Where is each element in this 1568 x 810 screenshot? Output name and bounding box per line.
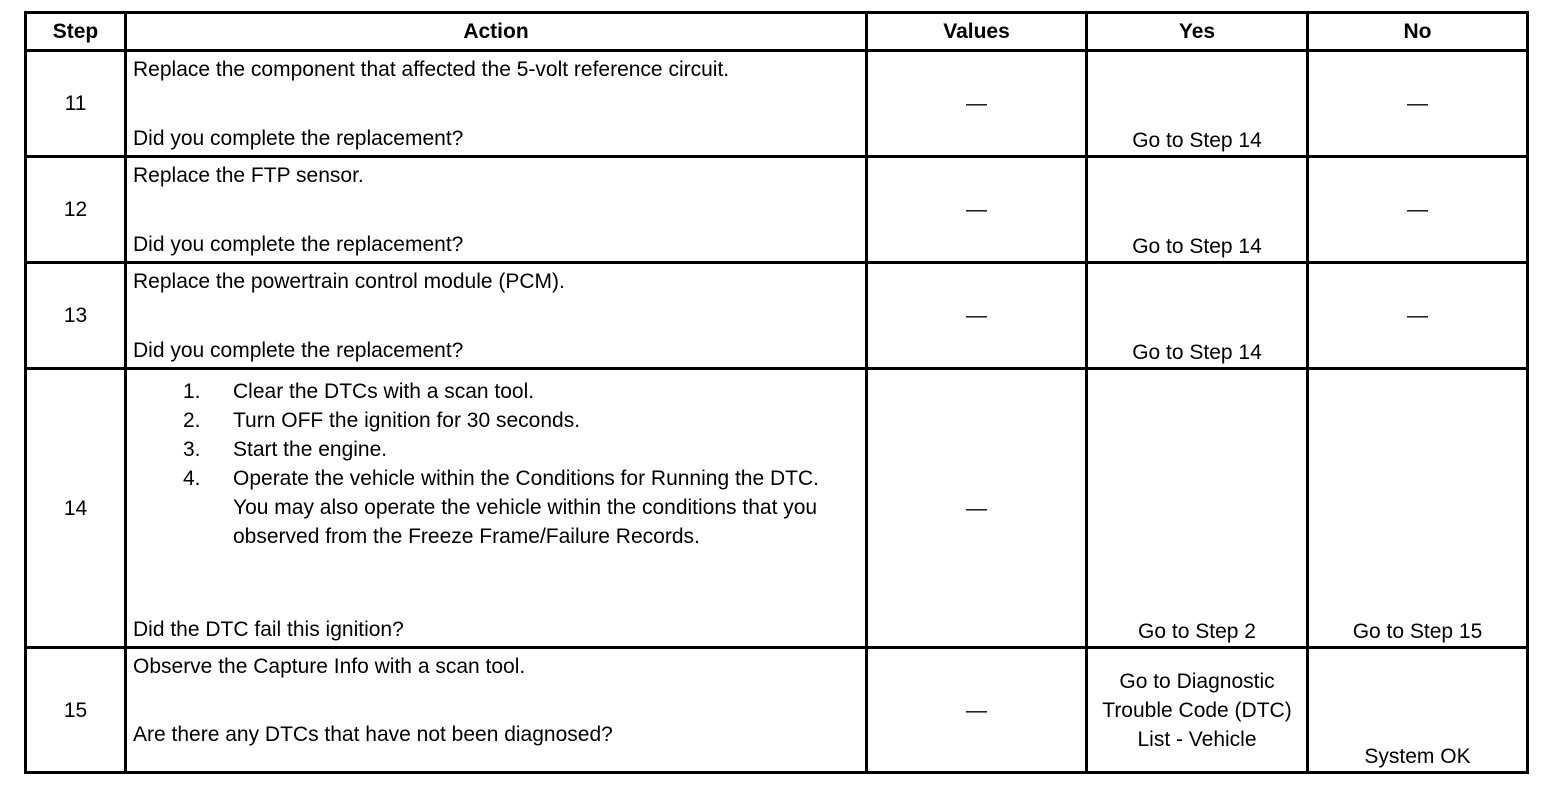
list-text: Turn OFF the ignition for 30 seconds. xyxy=(233,409,581,432)
diagnostic-table xyxy=(24,11,1529,774)
action-question: Did you complete the replacement? xyxy=(133,127,464,150)
values-cell: — xyxy=(867,263,1087,369)
no-cell: Go to Step 15 xyxy=(1308,369,1528,648)
values-cell: — xyxy=(867,369,1087,648)
no-cell: System OK xyxy=(1308,648,1528,773)
action-question: Did you complete the replacement? xyxy=(133,339,464,362)
header-step: Step xyxy=(26,13,126,51)
list-number: 1. xyxy=(183,380,201,403)
table-row xyxy=(26,157,1528,263)
no-cell: — xyxy=(1308,157,1528,263)
list-item xyxy=(133,377,859,406)
header-action: Action xyxy=(126,13,867,51)
step-number: 15 xyxy=(26,648,126,773)
table-row xyxy=(26,369,1528,648)
table-row xyxy=(26,648,1528,773)
action-instruction: Replace the FTP sensor. xyxy=(133,164,364,187)
action-question: Did the DTC fail this ignition? xyxy=(133,618,404,641)
yes-cell: Go to Diagnostic Trouble Code (DTC) List - Vehicle xyxy=(1087,648,1308,773)
header-yes: Yes xyxy=(1087,13,1308,51)
step-number: 14 xyxy=(26,369,126,648)
values-cell: — xyxy=(867,157,1087,263)
action-instruction: Replace the powertrain control module (PCM). xyxy=(133,270,565,293)
list-number: 2. xyxy=(183,409,201,432)
list-item xyxy=(133,406,859,435)
list-text: Clear the DTCs with a scan tool. xyxy=(233,380,535,403)
list-text: Operate the vehicle within the Conditions for Running the DTC. You may also operate the vehicle within the conditions that you observed from the Freeze Frame/Failure Records. xyxy=(233,467,819,548)
action-cell xyxy=(126,51,867,157)
step-number: 11 xyxy=(26,51,126,157)
action-question: Did you complete the replacement? xyxy=(133,233,464,256)
table-row xyxy=(26,51,1528,157)
action-instruction: Observe the Capture Info with a scan tool. xyxy=(133,655,526,678)
step-number: 12 xyxy=(26,157,126,263)
list-item xyxy=(133,464,859,551)
list-number: 4. xyxy=(183,467,201,490)
no-cell: — xyxy=(1308,263,1528,369)
values-cell: — xyxy=(867,648,1087,773)
table-row xyxy=(26,263,1528,369)
yes-cell: Go to Step 14 xyxy=(1087,51,1308,157)
step-number: 13 xyxy=(26,263,126,369)
header-no: No xyxy=(1308,13,1528,51)
header-row xyxy=(26,13,1528,51)
yes-cell: Go to Step 14 xyxy=(1087,263,1308,369)
list-number: 3. xyxy=(183,438,201,461)
list-text: Start the engine. xyxy=(233,438,388,461)
procedure-list xyxy=(133,377,859,551)
list-item xyxy=(133,435,859,464)
action-cell xyxy=(126,263,867,369)
no-cell: — xyxy=(1308,51,1528,157)
header-values: Values xyxy=(867,13,1087,51)
action-question: Are there any DTCs that have not been diagnosed? xyxy=(133,723,613,746)
action-cell xyxy=(126,369,867,648)
yes-cell: Go to Step 2 xyxy=(1087,369,1308,648)
action-instruction: Replace the component that affected the 5-volt reference circuit. xyxy=(133,58,730,81)
values-cell: — xyxy=(867,51,1087,157)
yes-cell: Go to Step 14 xyxy=(1087,157,1308,263)
action-cell xyxy=(126,648,867,773)
action-cell xyxy=(126,157,867,263)
